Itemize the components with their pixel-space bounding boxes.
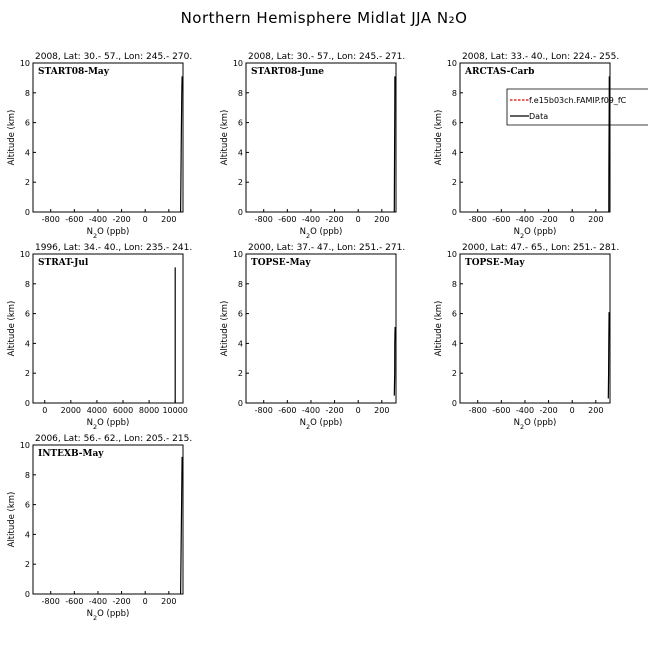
panel-title: TOPSE-May xyxy=(465,258,525,268)
y-tick-label: 0 xyxy=(451,399,457,408)
x-tick-label: 200 xyxy=(161,215,177,224)
x-tick-label: -600 xyxy=(65,597,84,606)
y-axis-label: Altitude (km) xyxy=(7,109,17,166)
y-tick-label: 6 xyxy=(237,118,243,128)
x-tick-label: -200 xyxy=(539,406,558,415)
x-tick-label: -200 xyxy=(112,215,131,224)
panel-title: START08-June xyxy=(251,67,325,77)
y-tick-label: 10 xyxy=(232,250,243,259)
y-tick-label: 6 xyxy=(24,118,30,128)
y-axis-label: Altitude (km) xyxy=(220,109,230,166)
x-axis-label: $N_2O$ (ppb) xyxy=(299,227,343,240)
y-tick-label: 10 xyxy=(446,59,457,68)
panel-title: ARCTAS-Carb xyxy=(465,67,535,77)
panel-header: 2008, Lat: 33.- 40., Lon: 224.- 255. xyxy=(462,52,620,62)
panel-header: 2000, Lat: 37.- 47., Lon: 251.- 271. xyxy=(248,243,406,253)
plot-frame xyxy=(460,63,610,212)
panel-header: 1996, Lat: 34.- 40., Lon: 235.- 241. xyxy=(35,243,193,253)
x-tick-label: -600 xyxy=(278,406,297,415)
page-title: Northern Hemisphere Midlat JJA N₂O xyxy=(180,9,468,27)
plot-frame xyxy=(33,254,183,403)
x-tick-label: 0 xyxy=(569,406,575,415)
y-tick-label: 4 xyxy=(451,148,457,158)
series-line-data xyxy=(181,76,183,212)
panel-title: START08-May xyxy=(38,67,109,77)
x-tick-label: 0 xyxy=(355,215,361,224)
x-tick-label: -800 xyxy=(41,215,60,224)
x-tick-label: 0 xyxy=(142,215,148,224)
y-tick-label: 4 xyxy=(24,530,30,540)
plot-frame xyxy=(33,63,183,212)
x-tick-label: -800 xyxy=(468,406,487,415)
y-tick-label: 8 xyxy=(451,88,457,98)
y-tick-label: 2 xyxy=(451,178,457,188)
y-tick-label: 0 xyxy=(451,208,457,217)
x-tick-label: 200 xyxy=(588,215,604,224)
y-tick-label: 4 xyxy=(24,148,30,158)
y-axis-label: Altitude (km) xyxy=(220,300,230,357)
y-tick-label: 2 xyxy=(237,369,243,379)
x-tick-label: -600 xyxy=(492,406,511,415)
y-tick-label: 0 xyxy=(24,590,30,599)
y-tick-label: 6 xyxy=(451,118,457,128)
legend-label: f.e15b03ch.FAMIP.f09_fC xyxy=(529,96,627,105)
plot-frame xyxy=(33,445,183,594)
y-tick-label: 8 xyxy=(237,279,243,289)
x-tick-label: 6000 xyxy=(112,406,134,415)
y-tick-label: 4 xyxy=(451,339,457,349)
y-tick-label: 0 xyxy=(237,208,243,217)
y-tick-label: 10 xyxy=(232,59,243,68)
panel-header: 2000, Lat: 47.- 65., Lon: 251.- 281. xyxy=(462,243,620,253)
panels xyxy=(7,52,648,622)
series-line-data xyxy=(394,327,395,396)
series-line-data xyxy=(181,457,183,594)
y-tick-label: 10 xyxy=(19,441,30,450)
x-tick-label: -200 xyxy=(325,215,344,224)
chart-panel xyxy=(220,52,405,240)
panel-header: 2008, Lat: 30.- 57., Lon: 245.- 270. xyxy=(35,52,193,62)
x-tick-label: 0 xyxy=(355,406,361,415)
y-tick-label: 8 xyxy=(451,279,457,289)
series-line-data xyxy=(608,312,609,398)
x-tick-label: -600 xyxy=(492,215,511,224)
chart-panel xyxy=(7,52,192,240)
panel-header: 2008, Lat: 30.- 57., Lon: 245.- 271. xyxy=(248,52,406,62)
y-tick-label: 4 xyxy=(237,148,243,158)
x-tick-label: 0 xyxy=(142,597,148,606)
chart-panel xyxy=(220,243,405,431)
plot-frame xyxy=(246,63,396,212)
y-tick-label: 10 xyxy=(19,59,30,68)
y-tick-label: 2 xyxy=(24,178,30,188)
y-tick-label: 6 xyxy=(24,500,30,510)
x-tick-label: -400 xyxy=(515,406,535,415)
y-tick-label: 2 xyxy=(24,369,30,379)
plot-frame xyxy=(246,254,396,403)
x-tick-label: -400 xyxy=(88,597,108,606)
panel-title: TOPSE-May xyxy=(251,258,311,268)
legend-label: Data xyxy=(529,112,549,121)
x-tick-label: 10000 xyxy=(162,406,188,415)
x-tick-label: -800 xyxy=(468,215,487,224)
x-axis-label: $N_2O$ (ppb) xyxy=(513,227,557,240)
y-axis-label: Altitude (km) xyxy=(7,300,17,357)
plot-frame xyxy=(460,254,610,403)
x-tick-label: -400 xyxy=(301,215,321,224)
x-axis-label: $N_2O$ (ppb) xyxy=(299,418,343,431)
y-tick-label: 4 xyxy=(237,339,243,349)
y-axis-label: Altitude (km) xyxy=(434,109,444,166)
chart-panel xyxy=(7,434,192,622)
chart-panel xyxy=(434,243,619,431)
x-tick-label: -600 xyxy=(278,215,297,224)
x-tick-label: -800 xyxy=(254,406,273,415)
y-tick-label: 6 xyxy=(237,309,243,319)
panel-title: STRAT-Jul xyxy=(38,258,89,268)
x-tick-label: 0 xyxy=(42,406,48,415)
y-tick-label: 0 xyxy=(24,208,30,217)
x-tick-label: 200 xyxy=(374,215,390,224)
x-tick-label: -800 xyxy=(254,215,273,224)
x-axis-label: $N_2O$ (ppb) xyxy=(513,418,557,431)
y-tick-label: 10 xyxy=(19,250,30,259)
y-tick-label: 4 xyxy=(24,339,30,349)
y-tick-label: 2 xyxy=(24,560,30,570)
y-tick-label: 8 xyxy=(24,279,30,289)
y-tick-label: 8 xyxy=(24,88,30,98)
x-tick-label: 4000 xyxy=(86,406,108,415)
y-tick-label: 10 xyxy=(446,250,457,259)
chart-panel xyxy=(7,243,192,431)
x-tick-label: 200 xyxy=(374,406,390,415)
chart-panel xyxy=(434,52,648,240)
y-tick-label: 8 xyxy=(237,88,243,98)
x-tick-label: 0 xyxy=(569,215,575,224)
y-axis-label: Altitude (km) xyxy=(7,491,17,548)
x-tick-label: -800 xyxy=(41,597,60,606)
x-tick-label: 200 xyxy=(588,406,604,415)
x-tick-label: 200 xyxy=(161,597,177,606)
x-axis-label: $N_2O$ (ppb) xyxy=(86,609,130,622)
panel-title: INTEXB-May xyxy=(38,449,104,459)
y-tick-label: 8 xyxy=(24,470,30,480)
y-tick-label: 0 xyxy=(24,399,30,408)
x-axis-label: $N_2O$ (ppb) xyxy=(86,227,130,240)
x-tick-label: 2000 xyxy=(60,406,82,415)
series-line-data xyxy=(394,76,395,212)
y-tick-label: 2 xyxy=(237,178,243,188)
x-tick-label: 8000 xyxy=(138,406,160,415)
y-tick-label: 0 xyxy=(237,399,243,408)
y-axis-label: Altitude (km) xyxy=(434,300,444,357)
panel-header: 2006, Lat: 56.- 62., Lon: 205.- 215. xyxy=(35,434,193,444)
x-tick-label: -400 xyxy=(301,406,321,415)
x-tick-label: -200 xyxy=(539,215,558,224)
x-tick-label: -200 xyxy=(112,597,131,606)
x-tick-label: -200 xyxy=(325,406,344,415)
x-tick-label: -400 xyxy=(515,215,535,224)
y-tick-label: 6 xyxy=(24,309,30,319)
y-tick-label: 2 xyxy=(451,369,457,379)
x-tick-label: -400 xyxy=(88,215,108,224)
x-axis-label: $N_2O$ (ppb) xyxy=(86,418,130,431)
y-tick-label: 6 xyxy=(451,309,457,319)
x-tick-label: -600 xyxy=(65,215,84,224)
